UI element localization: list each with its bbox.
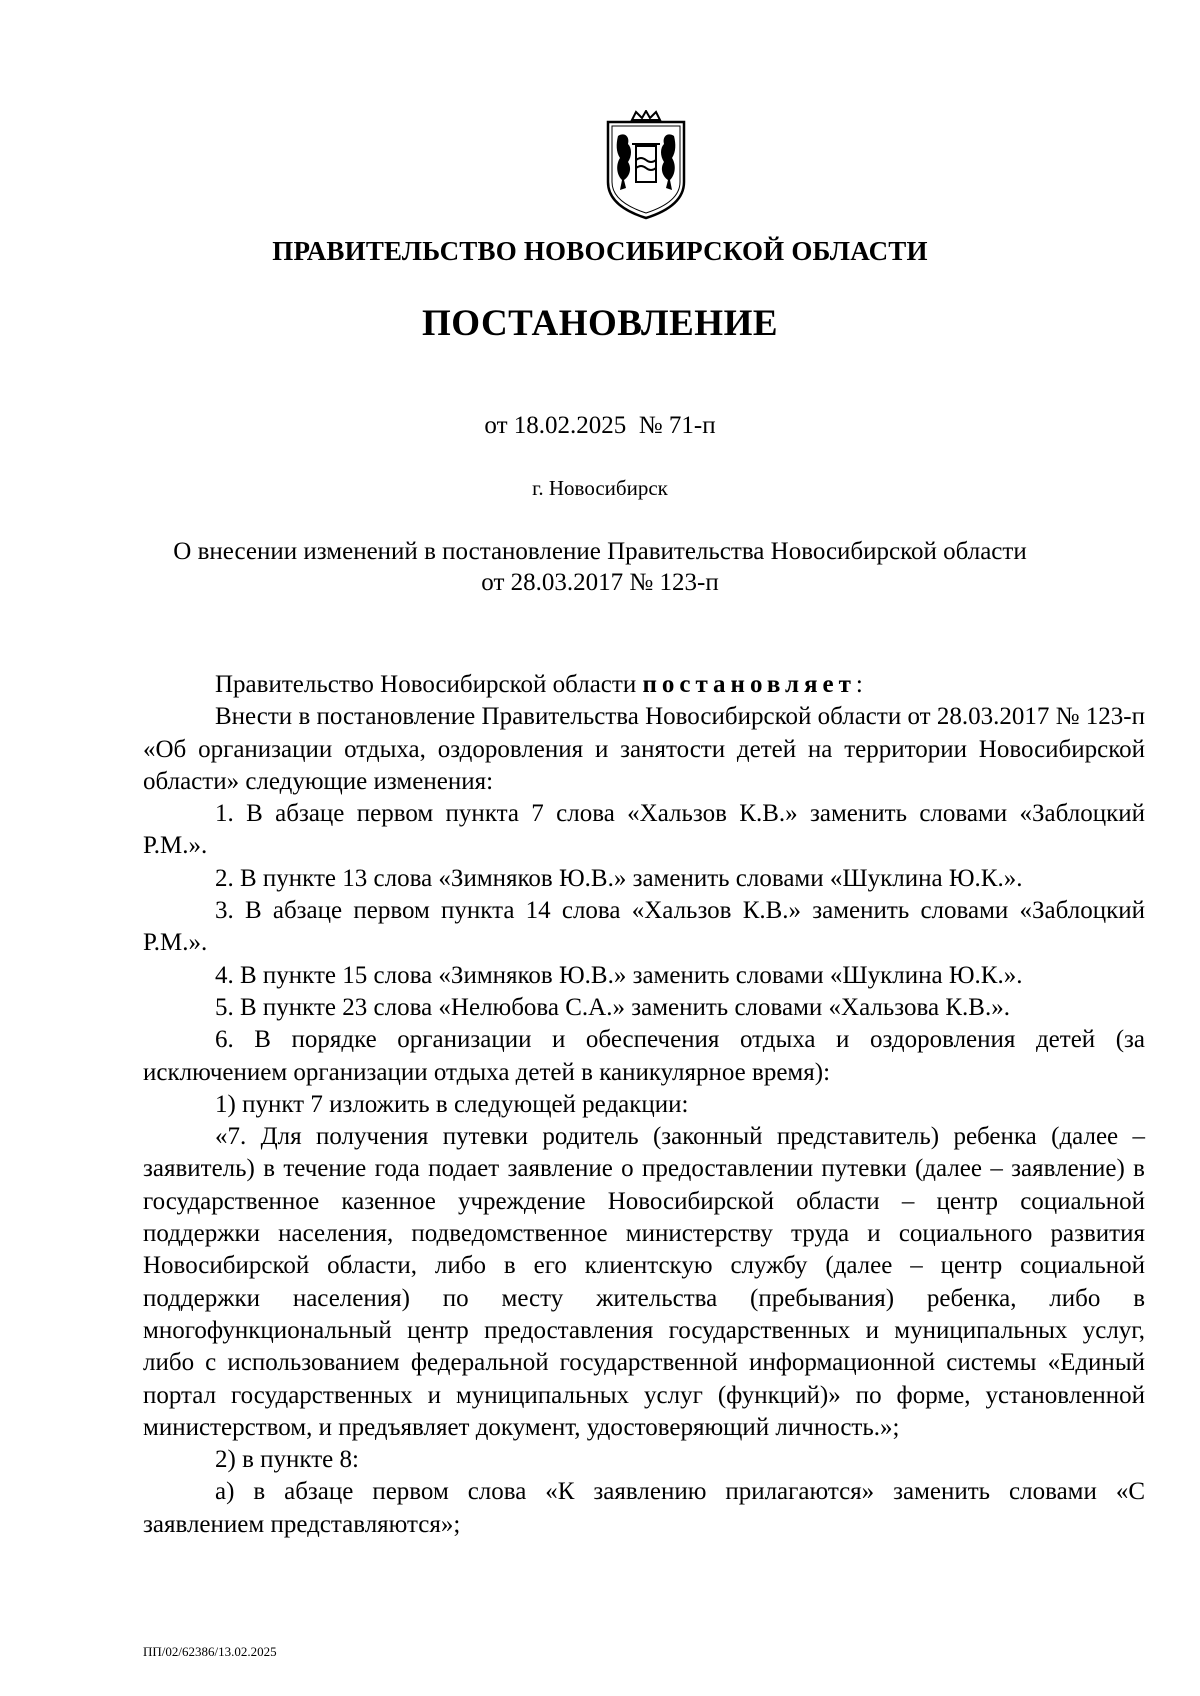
paragraph: а) в абзаце первом слова «К заявлению прилагаются» заменить словами «С заявлением представляются»;	[143, 1478, 1145, 1538]
paragraph: 3. В абзаце первом пункта 14 слова «Хальзов К.В.» заменить словами «Заблоцкий Р.М.».	[143, 897, 1145, 957]
document-body	[143, 669, 1145, 1541]
paragraph: 2. В пункте 13 слова «Зимняков Ю.В.» заменить словами «Шуклина Ю.К.».	[215, 864, 1023, 892]
document-subject	[140, 536, 1060, 598]
novosibirsk-coat-of-arms-icon	[602, 110, 690, 220]
paragraph: 5. В пункте 23 слова «Нелюбова С.А.» заменить словами «Хальзова К.В.».	[215, 993, 1010, 1021]
paragraph: Внести в постановление Правительства Новосибирской области от 28.03.2017 № 123-п «Об организации отдыха, оздоровления и занятости детей на территории Новосибирской области» следующие изменения:	[143, 703, 1145, 795]
intro-paragraph	[143, 669, 1145, 701]
paragraph: 1) пункт 7 изложить в следующей редакции:	[215, 1090, 689, 1118]
document-code: ПП/02/62386/13.02.2025	[143, 1644, 277, 1659]
document-type-title: ПОСТАНОВЛЕНИЕ	[421, 303, 779, 344]
paragraph: 4. В пункте 15 слова «Зимняков Ю.В.» заменить словами «Шуклина Ю.К.».	[215, 961, 1023, 989]
intro-text: Правительство Новосибирской области	[215, 671, 643, 698]
paragraph: 6. В порядке организации и обеспечения отдыха и оздоровления детей (за исключением организации отдыха детей в каникулярное время):	[143, 1026, 1145, 1086]
intro-colon: :	[855, 671, 863, 698]
intro-verb: постановляет	[642, 671, 856, 698]
date-number-line: от 18.02.2025 № 71-п	[484, 412, 716, 439]
paragraph: 1. В абзаце первом пункта 7 слова «Хальзов К.В.» заменить словами «Заблоцкий Р.М.».	[143, 800, 1145, 860]
paragraph: 2) в пункте 8:	[215, 1446, 359, 1474]
city-line: г. Новосибирск	[532, 476, 668, 500]
subject-line-2: от 28.03.2017 № 123-п	[481, 569, 719, 596]
paragraph: «7. Для получения путевки родитель (законный представитель) ребенка (далее – заявитель) в течение года подает заявление о предоставлении путевки (далее – заявление) в государственное казенное учреждение Новосибирской области – центр социальной поддержки населения, подведомственное министерству труда и социального развития Новосибирской области, либо в его клиентскую службу (далее – центр социальной поддержки населения) по месту жительства (пребывания) ребенка, либо в многофункциональный центр предоставления государственных и муниципальных услуг, либо с использованием федеральной государственной информационной системы «Единый портал государственных и муниципальных услуг (функций)» по форме, установленной министерством, и предъявляет документ, удостоверяющий личность.»;	[143, 1123, 1145, 1441]
organization-title: ПРАВИТЕЛЬСТВО НОВОСИБИРСКОЙ ОБЛАСТИ	[272, 236, 928, 266]
subject-line-1: О внесении изменений в постановление Правительства Новосибирской области	[173, 538, 1027, 565]
